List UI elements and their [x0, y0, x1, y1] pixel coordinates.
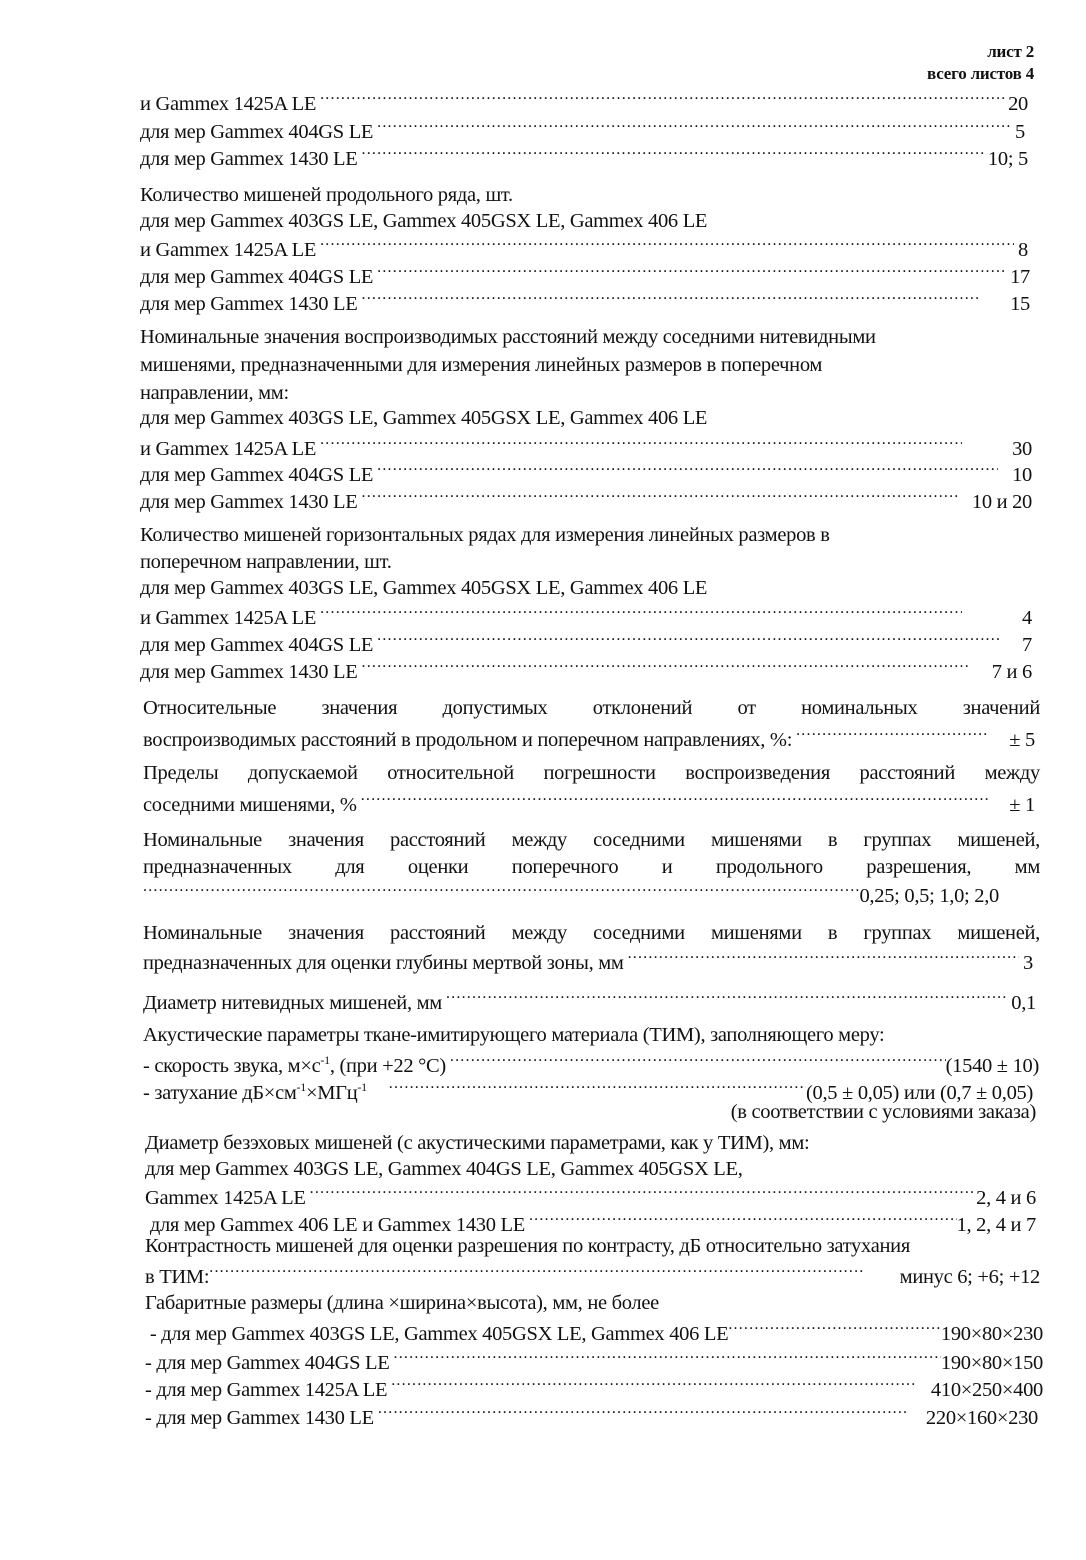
order-note: (в соответствии с условиями заказа) — [730, 1101, 1036, 1123]
dot-leader — [529, 1207, 957, 1231]
spec-row: для мер Gammex 1430 LE ..... 10; 5 — [140, 141, 1028, 172]
dot-leader — [377, 114, 1011, 138]
spec-row-attenuation: - затухание $дБ\times см^{-1}\times МГц^{-1}$ ..... (0,5 ± 0,05) или (0,7 ± 0,05) — [143, 1075, 1033, 1106]
spec-row: для мер Gammex 404GS LE ..... 10 — [140, 457, 1032, 488]
section-subtitle: для мер Gammex 403GS LE, Gammex 405GSX LE, Gammex 406 LE — [140, 210, 708, 232]
section-title-line: направлении, мм: — [140, 382, 289, 404]
section-subtitle: для мер Gammex 403GS LE, Gammex 404GS LE, Gammex 405GSX LE, — [145, 1158, 743, 1180]
paragraph-line: Номинальные значения расстояний между соседними мишенями в группах мишеней, — [143, 829, 1040, 851]
section-title-line: Количество мишеней горизонтальных рядах для измерения линейных размеров в — [140, 524, 830, 546]
dot-leader — [796, 722, 989, 746]
spec-row: для мер Gammex 404GS LE ..... 17 — [140, 259, 1030, 290]
section-title-line: мишенями, предназначенными для измерения линейных размеров в поперечном — [140, 354, 823, 376]
section-title: Акустические параметры тканe-имитирующего материала (ТИМ), заполняющего меру: — [143, 1024, 885, 1046]
section-title: Габаритные размеры (длина ×ширина×высота), мм, не более — [145, 1292, 659, 1314]
dot-leader — [320, 232, 1014, 256]
spec-row: для мер Gammex 404GS LE ..... 5 — [140, 114, 1025, 145]
dot-leader — [394, 1345, 941, 1369]
spec-row: для мер Gammex 406 LE и Gammex 1430 LE ..... 1, 2, 4 и 7 — [145, 1207, 1036, 1238]
paragraph-line: предназначенных для оценки поперечного и продольного разрешения, мм — [143, 856, 1040, 878]
spec-row: - для мер Gammex 1425A LE ..... 410×250×400 — [145, 1372, 1043, 1403]
dot-leader — [377, 627, 1000, 651]
dot-leader — [377, 457, 998, 481]
dot-leader — [378, 1400, 908, 1424]
spec-row: Диаметр нитевидных мишеней, мм ..... 0,1 — [143, 985, 1036, 1016]
dot-leader — [450, 1048, 946, 1072]
dot-leader — [310, 1180, 977, 1204]
dot-leader — [377, 259, 1006, 283]
dot-leader — [628, 945, 1019, 969]
dot-leader — [362, 286, 981, 310]
spec-row: ..... 0,25; 0,5; 1,0; 2,0 — [143, 878, 999, 909]
spec-row: в ТИМ: ..... минус 6; +6; +12 — [145, 1259, 1040, 1290]
dot-leader — [391, 1372, 917, 1396]
spec-row: и Gammex 1425A LE ..... 20 — [140, 86, 1028, 117]
dot-leader — [389, 1075, 806, 1099]
dot-leader — [143, 878, 859, 902]
dot-leader — [320, 431, 962, 455]
spec-row: - для мер Gammex 404GS LE ..... 190×80×150 — [145, 1345, 1043, 1376]
spec-row: соседними мишенями, % ..... ± 1 — [143, 787, 1035, 818]
spec-row: - для мер Gammex 1430 LE ..... 220×160×230 — [145, 1400, 1038, 1431]
spec-row: предназначенных для оценки глубины мертвой зоны, мм ..... 3 — [143, 945, 1033, 976]
spec-row: и Gammex 1425A LE ..... 30 — [140, 431, 1032, 462]
spec-row: воспроизводимых расстояний в продольном и поперечном направлениях, %: ..... ± 5 — [143, 722, 1035, 753]
spec-row: для мер Gammex 1430 LE ..... 10 и 20 — [140, 484, 1032, 515]
spec-row-sound-speed: - скорость звука, $м\times с^{-1}$, (при +22 °С) ..... (1540 ± 10) — [143, 1048, 1039, 1079]
dot-leader — [728, 1316, 941, 1340]
spec-row: - для мер Gammex 403GS LE, Gammex 405GSX LE, Gammex 406 LE ..... 190×80×230 — [145, 1316, 1043, 1347]
paragraph-line: Относительные значения допустимых отклонений от номинальных значений — [143, 697, 1040, 719]
dot-leader — [361, 787, 990, 811]
dot-leader — [320, 86, 1004, 110]
section-title: Количество мишеней продольного ряда, шт. — [140, 184, 513, 206]
spec-row: для мер Gammex 404GS LE ..... 7 — [140, 627, 1032, 658]
paragraph-line: Пределы допускаемой относительной погрешности воспроизведения расстояний между — [143, 762, 1040, 784]
section-title: Диаметр безэховых мишеней (с акустическими параметрами, как у ТИМ), мм: — [145, 1132, 810, 1154]
dot-leader — [209, 1259, 863, 1283]
section-title-line: поперечном направлении, шт. — [140, 551, 392, 573]
sheet-number: лист 2 — [987, 42, 1034, 61]
total-sheets: всего листов 4 — [927, 64, 1034, 83]
dot-leader — [362, 141, 984, 165]
spec-row: и Gammex 1425A LE ..... 8 — [140, 232, 1028, 263]
spec-row: Gammex 1425A LE ..... 2, 4 и 6 — [145, 1180, 1036, 1211]
paragraph-line: Контрастность мишеней для оценки разрешения по контрасту, дБ относительно затухания — [145, 1235, 910, 1257]
dot-leader — [446, 985, 1007, 1009]
spec-row: для мер Gammex 1430 LE ..... 15 — [140, 286, 1030, 317]
section-subtitle: для мер Gammex 403GS LE, Gammex 405GSX LE, Gammex 406 LE — [140, 577, 708, 599]
spec-row: и Gammex 1425A LE ..... 4 — [140, 600, 1032, 631]
paragraph-line: Номинальные значения расстояний между соседними мишенями в группах мишеней, — [143, 922, 1040, 944]
dot-leader — [362, 484, 958, 508]
spec-row: для мер Gammex 1430 LE ..... 7 и 6 — [140, 654, 1032, 685]
section-subtitle: для мер Gammex 403GS LE, Gammex 405GSX LE, Gammex 406 LE — [140, 407, 708, 429]
section-title-line: Номинальные значения воспроизводимых расстояний между соседними нитевидными — [140, 326, 876, 348]
dot-leader — [362, 654, 970, 678]
dot-leader — [320, 600, 962, 624]
